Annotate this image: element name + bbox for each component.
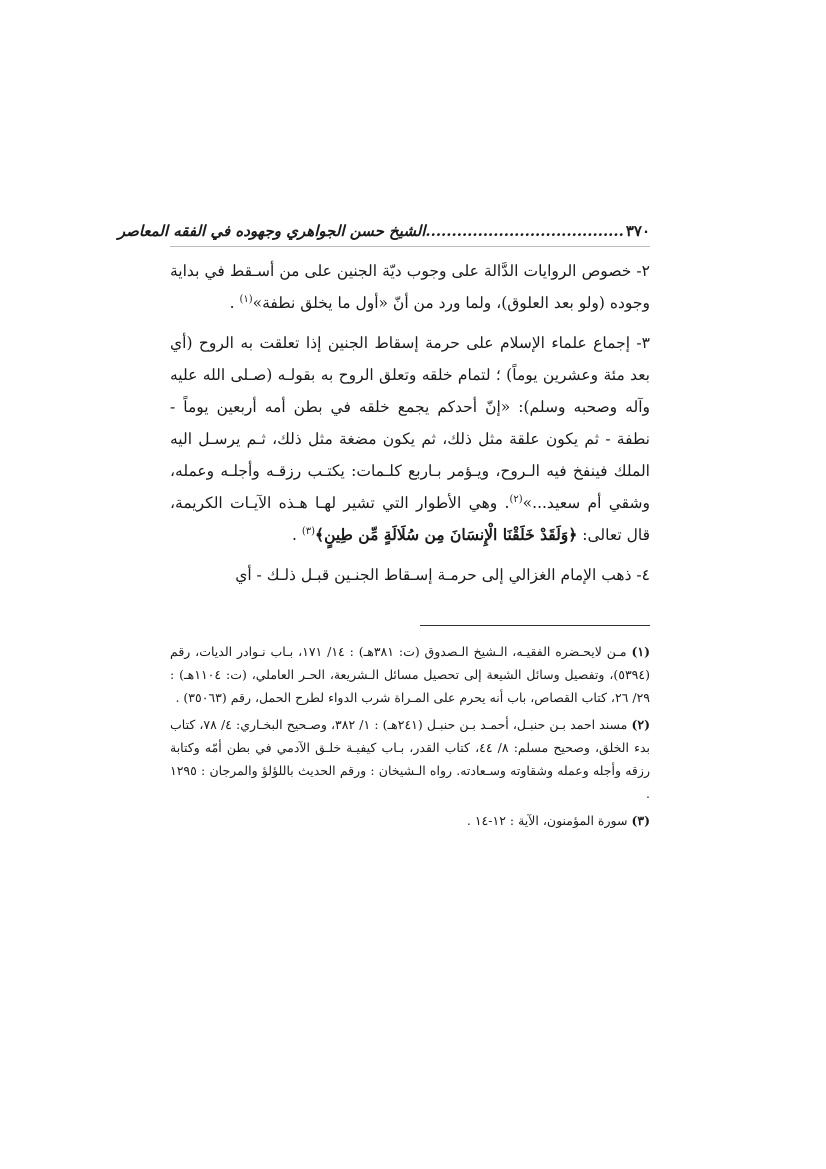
footnote-number: (١) bbox=[631, 644, 651, 659]
paragraph-4 bbox=[170, 559, 650, 591]
book-page bbox=[117, 220, 651, 836]
footnote-number: (٣) bbox=[631, 813, 650, 828]
paragraph-2-text: ٢- خصوص الروايات الدَّالة على وجوب ديّة الجنين على من أسـقط في بداية وجوده (ولو بعد العلوق)، ولما ورد من أنّ «أول ما يخلق نطفة» bbox=[170, 262, 650, 312]
paragraph-2-tail: . bbox=[229, 294, 240, 312]
paragraph-3-text: ٣- إجماع علماء الإسلام على حرمة إسقاط الجنين إذا تعلقت به الروح (أي بعد مئة وعشرين يوماً) ؛ لتمام خلقه وتعلق الروح به بقولـه (صـلى الله عليه وآله وصحبه وسلم): «إنّ أحدكم يجمع خلقه في بطن أمه أربعين يوماً - نطفة - ثم يكون علقة مثل ذلك، ثم يكون مضغة مثل ذلك، ثـم يرسـل اليه الملك فينفخ فيه الـروح، ويـؤمر بـاربع كلـمات: يكتـب رزقـه وأجلـه وعمله، وشقي أم سعيد...» bbox=[170, 334, 650, 512]
running-title: ......................................الشيخ حسن الجواهري وجهوده في الفقه المعاصر bbox=[117, 222, 624, 240]
footnote-separator-wrap bbox=[170, 599, 650, 640]
footnote-ref-3[interactable]: (٣) bbox=[301, 525, 315, 537]
paragraph-4-text: ٤- ذهب الإمام الغزالي إلى حرمـة إسـقاط الجنـين قبـل ذلـك - أي bbox=[235, 566, 650, 584]
footnote-separator bbox=[420, 625, 650, 626]
quran-verse: ﴿وَلَقَدْ خَلَقْنَا الْإِنسَانَ مِن سُلَالَةٍ مِّن طِينٍ﴾ bbox=[315, 525, 578, 544]
footnote-text: مـن لايحـضره الفقيـه، الـشيخ الـصدوق (ت: ٣٨١هـ) : ١٤/ ١٧١، بـاب نـوادر الديات، رقم (٥٣٩٤)، وتفصيل وسائل الشيعة إلى تحصيل مسائل الـشريعة، الحـر العاملي، (ت: ١١٠٤هـ) : ٢٩/ ٢٦، كتاب القصاص، باب أنه يحرم على المـراة شرب الدواء لطرح الحمل، رقم (٣٥٠٦٣) . bbox=[170, 644, 650, 705]
footnote-ref-2[interactable]: (٢) bbox=[509, 493, 523, 505]
footnote-2 bbox=[170, 713, 650, 805]
footnote-number: (٢) bbox=[631, 717, 651, 732]
page-number: ٣٧٠ bbox=[625, 222, 650, 240]
paragraph-3-middle: . وهي الأطوار التي تشير لهـا هـذه الآيـات الكريمة، قال تعالى: bbox=[170, 494, 650, 544]
running-header bbox=[117, 220, 650, 247]
paragraph-3-tail: . bbox=[291, 526, 302, 544]
footnote-ref-1[interactable]: (١) bbox=[239, 293, 253, 305]
footnotes bbox=[170, 640, 650, 832]
footnote-text: سورة المؤمنون، الآية : ١٢-١٤ . bbox=[466, 813, 628, 828]
footnote-3 bbox=[170, 809, 650, 832]
paragraph-2 bbox=[170, 255, 650, 319]
footnote-text: مسند احمد بـن حنبـل، أحمـد بـن حنبـل (٢٤١هـ) : ١/ ٣٨٢، وصـحيح البخـاري: ٤/ ٧٨، كتاب بدء الخلق، وصحيح مسلم: ٨/ ٤٤، كتاب القدر، بـاب كيفيـة خلـق الآدمي في بطن أمّه وكتابة رزقه وأجله وعمله وشقاوته وسـعادته. رواه الـشيخان : ورقم الحديث باللؤلؤ والمرجان : ١٢٩٥ . bbox=[170, 717, 650, 801]
paragraph-3 bbox=[170, 327, 650, 551]
footnote-1 bbox=[170, 640, 650, 709]
